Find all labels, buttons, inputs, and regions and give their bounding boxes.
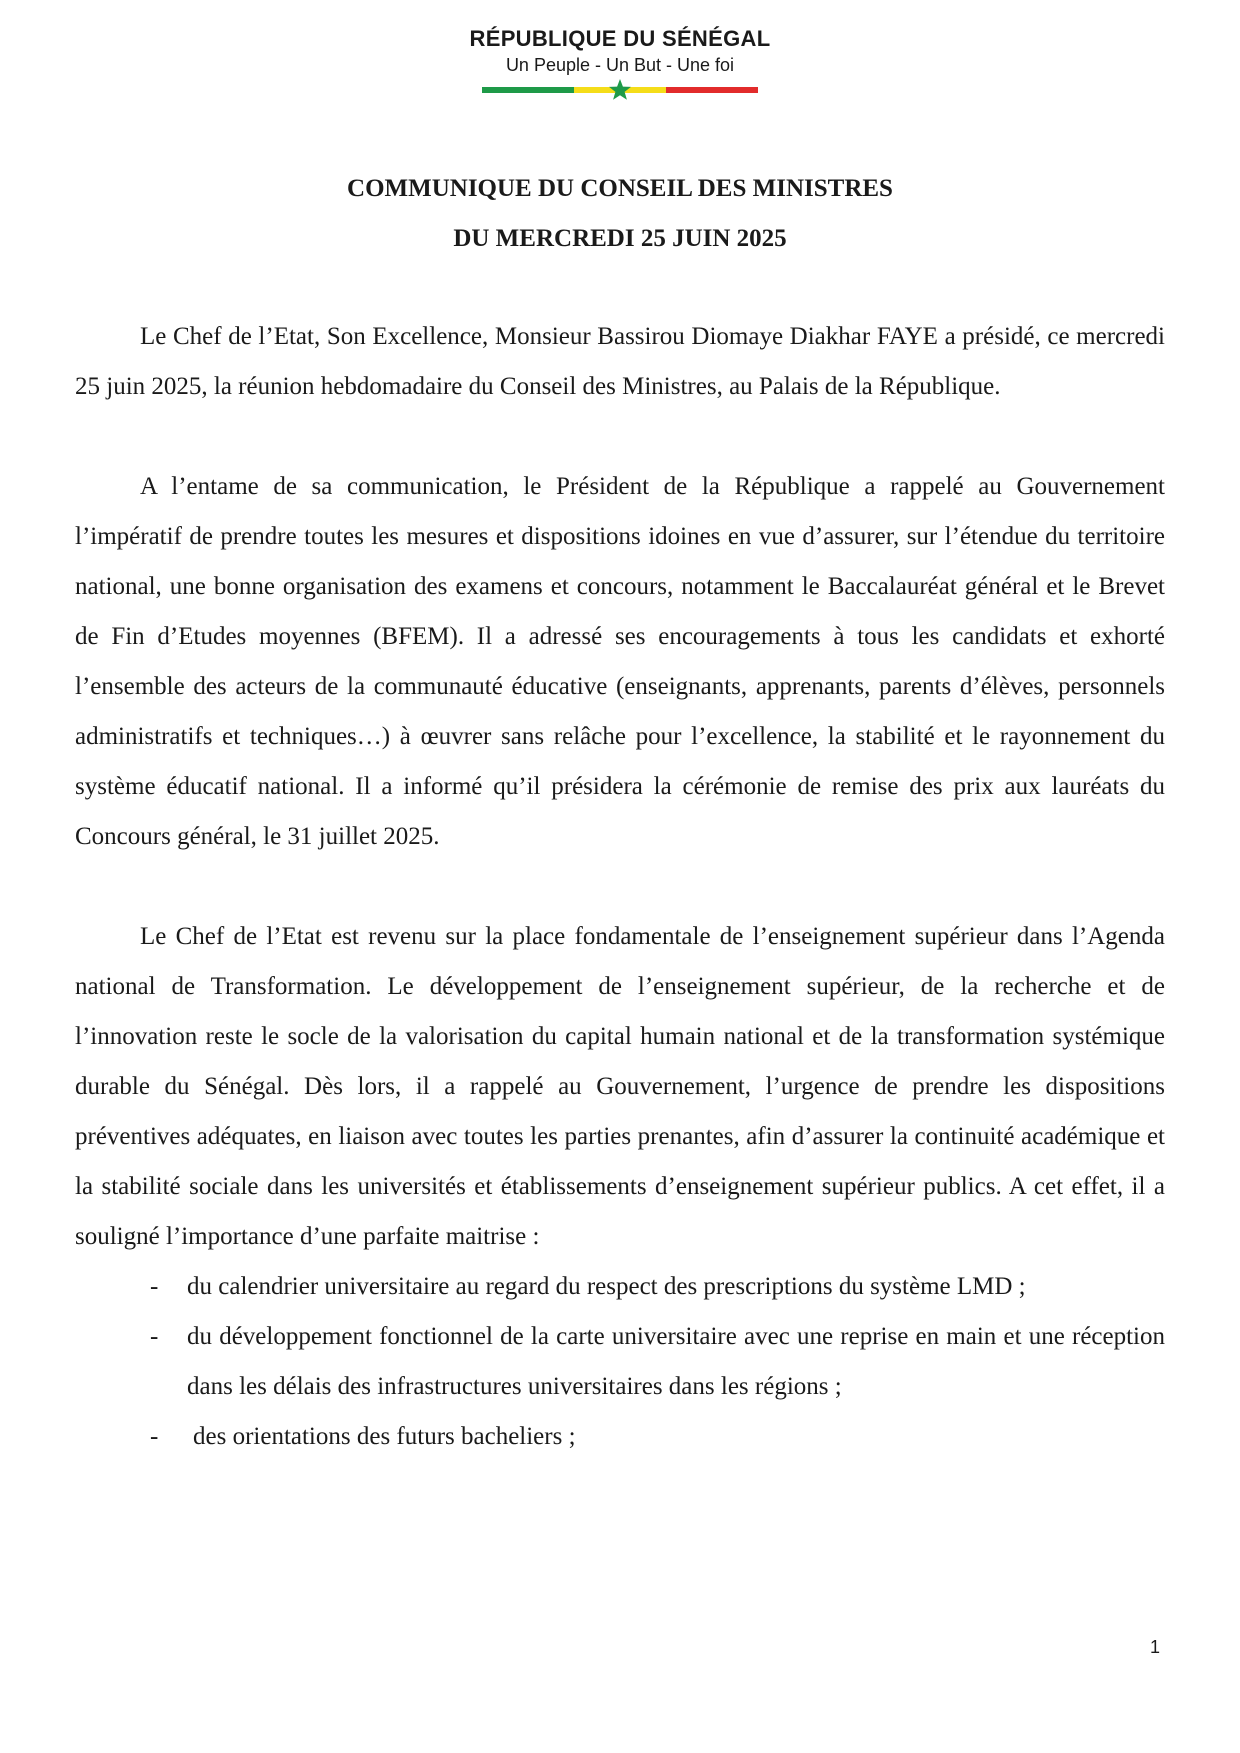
list-item-text: du calendrier universitaire au regard du respect des prescriptions du système LMD ;	[187, 1273, 1026, 1300]
list-item	[75, 1412, 1165, 1462]
document-title-line-2: DU MERCREDI 25 JUIN 2025	[453, 225, 787, 252]
flag-stripe-green	[482, 87, 574, 93]
paragraph-opening: Le Chef de l’Etat, Son Excellence, Monsieur Bassirou Diomaye Diakhar FAYE a présidé, ce mercredi 25 juin 2025, la réunion hebdomadaire du Conseil des Ministres, au Palais de la République.	[75, 323, 1165, 400]
list-item-text: du développement fonctionnel de la carte universitaire avec une reprise en main et une réception dans les délais des infrastructures universitaires dans les régions ;	[187, 1323, 1165, 1400]
document-title-line-1: COMMUNIQUE DU CONSEIL DES MINISTRES	[347, 175, 893, 202]
star-icon	[608, 78, 632, 102]
list-item	[75, 1262, 1165, 1312]
flag-stripe-red	[666, 87, 758, 93]
list-dash: -	[150, 1423, 159, 1450]
list-dash: -	[150, 1323, 159, 1350]
letterhead	[0, 26, 1240, 100]
document-title	[0, 164, 1240, 264]
list-item-text: des orientations des futurs bacheliers ;	[193, 1423, 576, 1450]
document-body	[75, 312, 1165, 1462]
flag-bar	[482, 78, 758, 100]
national-motto: Un Peuple - Un But - Une foi	[505, 55, 735, 75]
page-number: 1	[1149, 1637, 1160, 1657]
list-dash: -	[150, 1273, 159, 1300]
paragraph-exams: A l’entame de sa communication, le Président de la République a rappelé au Gouvernement l’impératif de prendre toutes les mesures et dispositions idoines en vue d’assurer, sur l’étendue du territoire national, une bonne organisation des examens et concours, notamment le Baccalauréat général et le Brevet de Fin d’Etudes moyennes (BFEM). Il a adressé ses encouragements à tous les candidats et exhorté l’ensemble des acteurs de la communauté éducative (enseignants, apprenants, parents d’élèves, personnels administratifs et techniques…) à œuvrer sans relâche pour l’excellence, la stabilité et le rayonnement du système éducatif national. Il a informé qu’il présidera la cérémonie de remise des prix aux lauréats du Concours général, le 31 juillet 2025.	[75, 473, 1165, 850]
priorities-list	[75, 1262, 1165, 1462]
list-item	[75, 1312, 1165, 1412]
paragraph-higher-education: Le Chef de l’Etat est revenu sur la place fondamentale de l’enseignement supérieur dans l’Agenda national de Transformation. Le développement de l’enseignement supérieur, de la recherche et de l’innovation reste le socle de la valorisation du capital humain national et de la transformation systémique durable du Sénégal. Dès lors, il a rappelé au Gouvernement, l’urgence de prendre les dispositions préventives adéquates, en liaison avec toutes les parties prenantes, afin d’assurer la continuité académique et la stabilité sociale dans les universités et établissements d’enseignement supérieur publics. A cet effet, il a souligné l’importance d’une parfaite maitrise :	[75, 923, 1165, 1250]
republic-title: RÉPUBLIQUE DU SÉNÉGAL	[469, 26, 771, 51]
